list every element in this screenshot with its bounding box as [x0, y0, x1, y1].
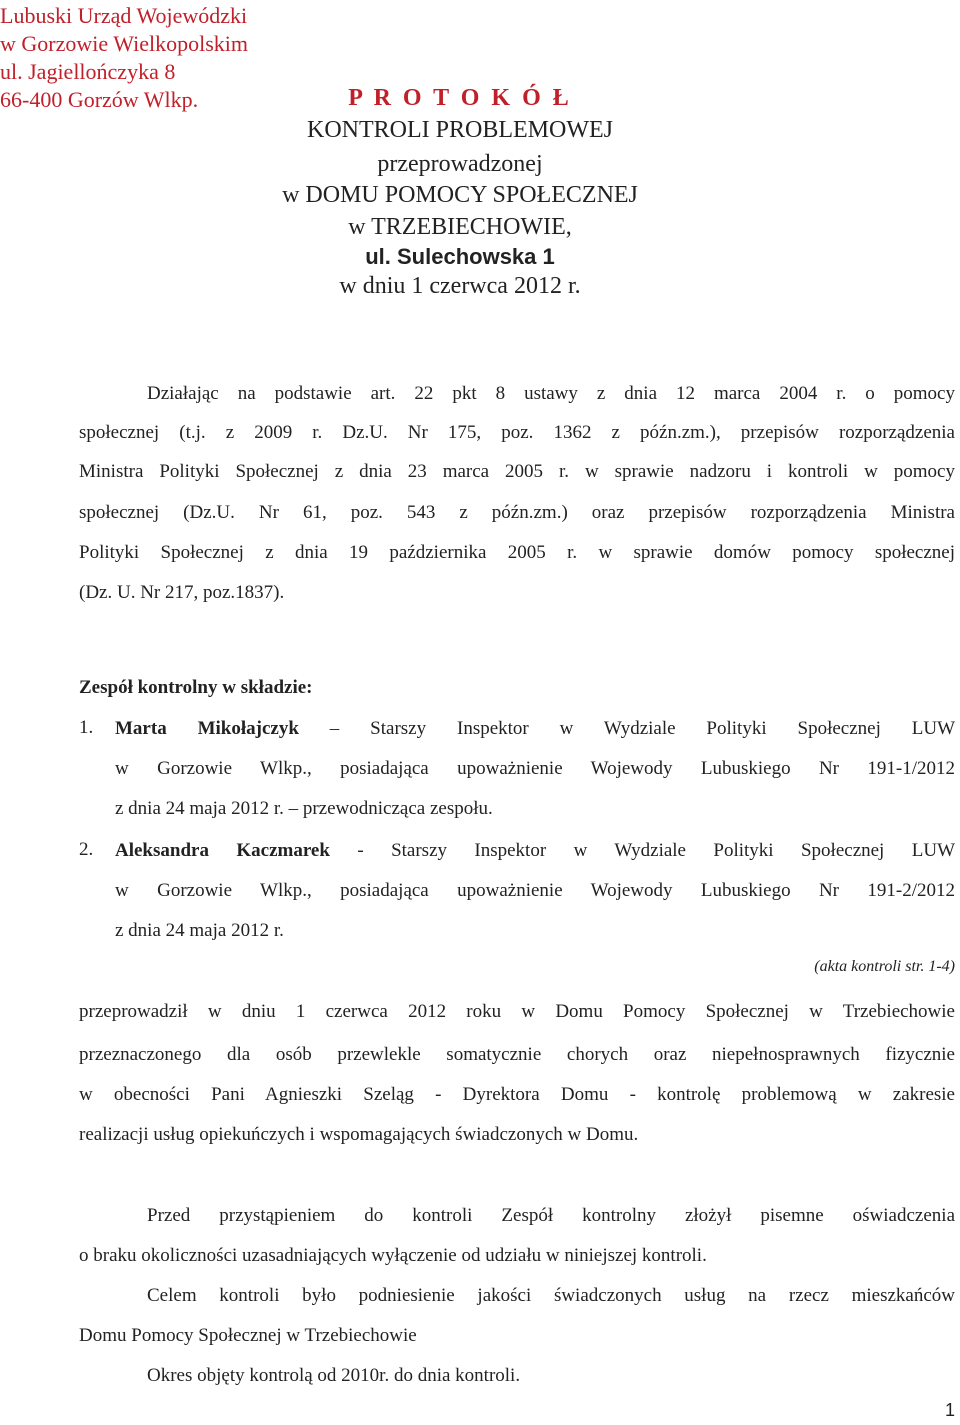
aim-line: Domu Pomocy Społecznej w Trzebiechowie	[79, 1325, 417, 1346]
legal-basis-line: (Dz. U. Nr 217, poz.1837).	[79, 582, 285, 603]
team-member-role: – Starszy Inspektor w Wydziale Polityki Społecznej LUW	[329, 718, 956, 739]
team-member-number: 1.	[79, 717, 94, 738]
team-member-line	[115, 839, 955, 862]
title-line-6: ul. Sulechowska 1	[365, 244, 555, 269]
team-member-date: z dnia 24 maja 2012 r.	[115, 920, 284, 941]
team-member-role: - Starszy Inspektor w Wydziale Polityki Społecznej LUW	[357, 840, 955, 861]
conducted-line: przeznaczonego dla osób przewlekle somatycznie chorych oraz niepełnosprawnych fizycznie	[79, 1044, 955, 1065]
sender-postal: 66-400 Gorzów Wlkp.	[0, 87, 199, 112]
control-period: Okres objęty kontrolą od 2010r. do dnia kontroli.	[147, 1365, 521, 1386]
legal-basis-line: Ministra Polityki Społecznej z dnia 23 marca 2005 r. w sprawie nadzoru i kontroli w pomocy	[79, 461, 955, 482]
title-line-4: w DOMU POMOCY SPOŁECZNEJ	[282, 182, 638, 208]
team-member-name: Marta Mikołajczyk	[115, 718, 299, 739]
legal-basis-line: Działając na podstawie art. 22 pkt 8 ustawy z dnia 12 marca 2004 r. o pomocy	[147, 383, 955, 404]
legal-basis-line: społecznej (t.j. z 2009 r. Dz.U. Nr 175, poz. 1362 z późn.zm.), przepisów rozporządzenia	[79, 422, 955, 443]
title-line-5: w TRZEBIECHOWIE,	[348, 214, 572, 240]
page-number: 1	[944, 1400, 955, 1420]
conducted-line: realizacji usług opiekuńczych i wspomagających świadczonych w Domu.	[79, 1124, 639, 1145]
team-member-line	[115, 717, 955, 740]
legal-basis-line: społecznej (Dz.U. Nr 61, poz. 543 z późn.zm.) oraz przepisów rozporządzenia Ministra	[79, 502, 955, 523]
title-line-2: KONTROLI PROBLEMOWEJ	[307, 117, 613, 143]
team-member-authorization: w Gorzowie Wlkp., posiadająca upoważnienie Wojewody Lubuskiego Nr 191-2/2012	[115, 880, 955, 901]
declaration-line: o braku okoliczności uzasadniających wyłączenie od udziału w niniejszej kontroli.	[79, 1245, 707, 1266]
document-title: P R O T O K Ó Ł	[348, 85, 572, 111]
aim-line: Celem kontroli było podniesienie jakości świadczonych usług na rzecz mieszkańców	[147, 1285, 955, 1306]
team-member-name: Aleksandra Kaczmarek	[115, 840, 330, 861]
team-member-authorization: w Gorzowie Wlkp., posiadająca upoważnienie Wojewody Lubuskiego Nr 191-1/2012	[115, 758, 955, 779]
title-line-3: przeprowadzonej	[377, 151, 543, 177]
sender-city: w Gorzowie Wielkopolskim	[0, 31, 249, 56]
declaration-line: Przed przystąpieniem do kontroli Zespół kontrolny złożył pisemne oświadczenia	[147, 1205, 955, 1226]
sender-office-name: Lubuski Urząd Wojewódzki	[0, 3, 248, 28]
team-member-date: z dnia 24 maja 2012 r. – przewodnicząca zespołu.	[115, 798, 493, 819]
team-heading: Zespół kontrolny w składzie:	[79, 677, 313, 698]
team-member-number: 2.	[79, 839, 94, 860]
file-reference-note: (akta kontroli str. 1-4)	[814, 958, 955, 975]
conducted-line: przeprowadził w dniu 1 czerwca 2012 roku w Domu Pomocy Społecznej w Trzebiechowie	[79, 1001, 955, 1022]
sender-street: ul. Jagiellończyka 8	[0, 59, 176, 84]
legal-basis-line: Polityki Społecznej z dnia 19 października 2005 r. w sprawie domów pomocy społecznej	[79, 542, 955, 563]
title-line-7: w dniu 1 czerwca 2012 r.	[339, 273, 581, 299]
conducted-line: w obecności Pani Agnieszki Szeląg - Dyrektora Domu - kontrolę problemową w zakresie	[79, 1084, 955, 1105]
